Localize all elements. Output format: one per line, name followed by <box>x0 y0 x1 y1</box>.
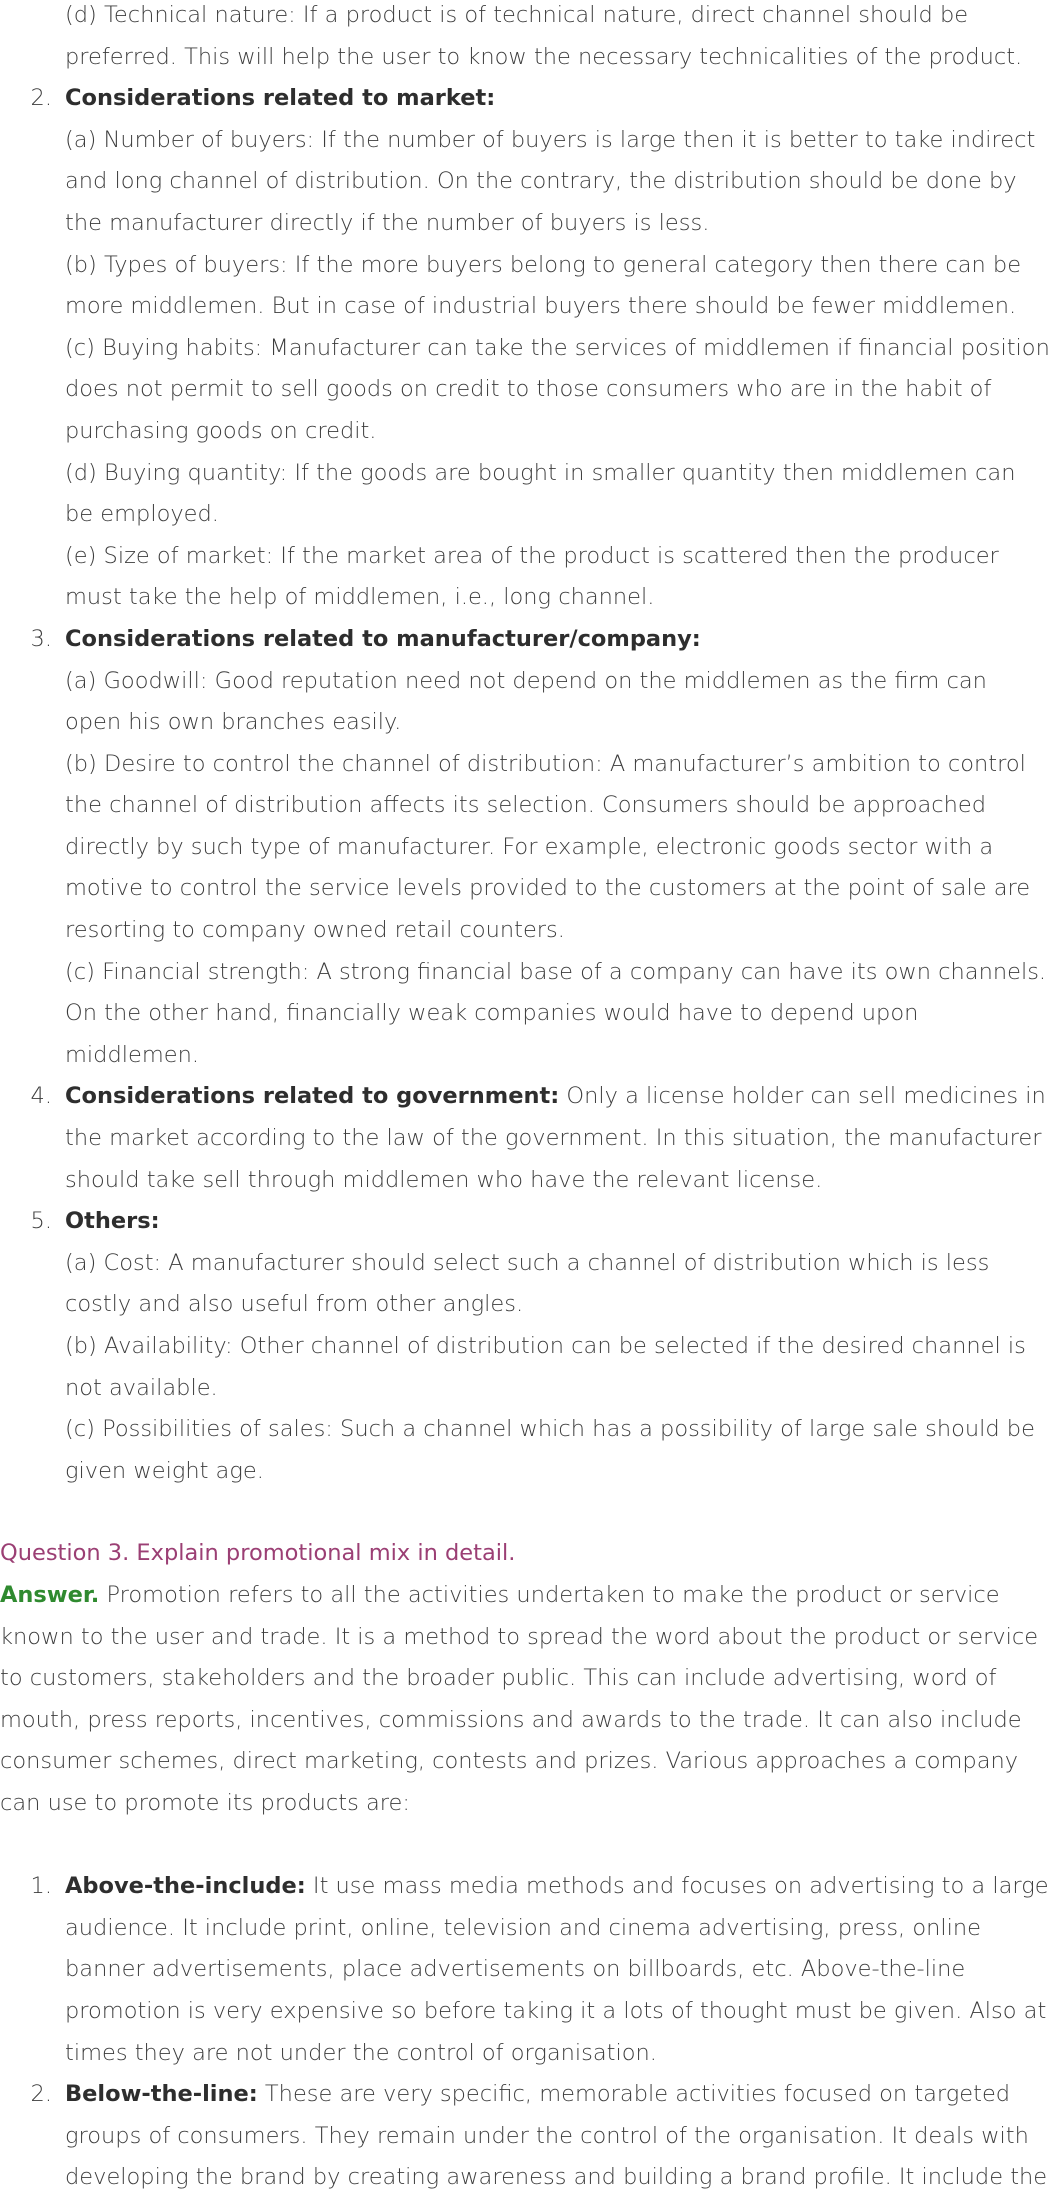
answer-paragraph <box>0 1575 1054 1825</box>
list-number: 5. <box>30 1208 52 1235</box>
item-heading-below-the-line: Below-the-line: <box>65 2081 258 2108</box>
subitem-possibilities-of-sales: (c) Possibilities of sales: Such a channel which has a possibility of large sale should be given weight age. <box>65 1416 1035 1484</box>
answer-text: Promotion refers to all the activities undertaken to make the product or service known to the user and trade. It is a method to spread the word about the product or service to customers, stakeholders and the broader public. This can include advertising, word of mouth, press reports, incentives, commissions and awards to the trade. It can also include consumer schemes, direct marketing, contests and prizes. Various approaches a company can use to promote its products are: <box>0 1581 1039 1816</box>
list-number: 2. <box>30 2081 52 2108</box>
subitem-desire-to-control: (b) Desire to control the channel of distribution: A manufacturer’s ambition to control the channel of distribution affects its selection. Consumers should be approached directly by such type of manufacturer. For example, electronic goods sector with a motive to control the service levels provided to the customers at the point of sale are resorting to company owned retail counters. <box>65 750 1031 944</box>
promotion-list <box>0 1866 1054 2199</box>
subitem-buying-habits: (c) Buying habits: Manufacturer can take the services of middlemen if financial position does not permit to sell goods on credit to those consumers who are in the habit of purchasing goods on credit. <box>65 334 1050 444</box>
section-heading-others: Others: <box>65 1208 160 1235</box>
list-item-manufacturer <box>0 619 1054 1077</box>
question-heading: Question 3. Explain promotional mix in detail. <box>0 1540 516 1567</box>
subitem-goodwill: (a) Goodwill: Good reputation need not depend on the middlemen as the firm can open his own branches easily. <box>65 667 987 736</box>
list-number: 4. <box>30 1083 52 1110</box>
section-heading-market: Considerations related to market: <box>65 85 496 112</box>
item-text-below-the-line: These are very specific, memorable activities focused on targeted groups of consumers. They remain under the control of the organisation. It deals with developing the brand by creating awareness and building a brand profile. It include the <box>65 2081 1048 2191</box>
subitem-types-of-buyers: (b) Types of buyers: If the more buyers belong to general category then there can be more middlemen. But in case of industrial buyers there should be fewer middlemen. <box>65 251 1022 320</box>
answer-label: Answer. <box>0 1581 100 1608</box>
list-item-above-the-line <box>0 1866 1054 2074</box>
section-heading-manufacturer: Considerations related to manufacturer/company: <box>65 625 701 652</box>
subitem-buying-quantity: (d) Buying quantity: If the goods are bought in smaller quantity then middlemen can be employed. <box>65 459 1016 528</box>
list-item-government <box>0 1076 1054 1201</box>
government-text: Only a license holder can sell medicines in the market according to the law of the government. In this situation, the manufacturer should take sell through middlemen who have the relevant license. <box>65 1083 1046 1193</box>
list-item-technical-nature <box>0 0 1054 78</box>
paragraph-spacer <box>0 1825 1054 1867</box>
list-number: 2. <box>30 85 52 112</box>
list-item-market <box>0 78 1054 619</box>
subitem-technical-nature: (d) Technical nature: If a product is of technical nature, direct channel should be preferred. This will help the user to know the necessary technicalities of the product. <box>65 2 1023 70</box>
item-heading-above-the-line: Above-the-include: <box>65 1873 306 1900</box>
list-item-others <box>0 1201 1054 1492</box>
item-text-above-the-line: It use mass media methods and focuses on advertising to a large audience. It include print, online, television and cinema advertising, press, online banner advertisements, place advertisements on billboards, etc. Above-the-line promotion is very expensive so before taking it a lots of thought must be given. Also at times they are not under the control of organisation. <box>65 1873 1049 2066</box>
list-number: 3. <box>30 625 52 652</box>
list-number: 1. <box>30 1873 52 1900</box>
subitem-availability: (b) Availability: Other channel of distribution can be selected if the desired channel is not available. <box>65 1333 1026 1401</box>
subitem-size-of-market: (e) Size of market: If the market area of the product is scattered then the producer must take the help of middlemen, i.e., long channel. <box>65 542 999 611</box>
section-heading-government: Considerations related to government: <box>65 1083 560 1110</box>
subitem-financial-strength: (c) Financial strength: A strong financial base of a company can have its own channels. On the other hand, financially weak companies would have to depend upon middlemen. <box>65 958 1047 1068</box>
list-item-below-the-line <box>0 2074 1054 2199</box>
subitem-cost: (a) Cost: A manufacturer should select such a channel of distribution which is less costly and also useful from other angles. <box>65 1249 990 1318</box>
subitem-number-of-buyers: (a) Number of buyers: If the number of buyers is large then it is better to take indirect and long channel of distribution. On the contrary, the distribution should be done by the manufacturer directly if the number of buyers is less. <box>65 126 1036 236</box>
